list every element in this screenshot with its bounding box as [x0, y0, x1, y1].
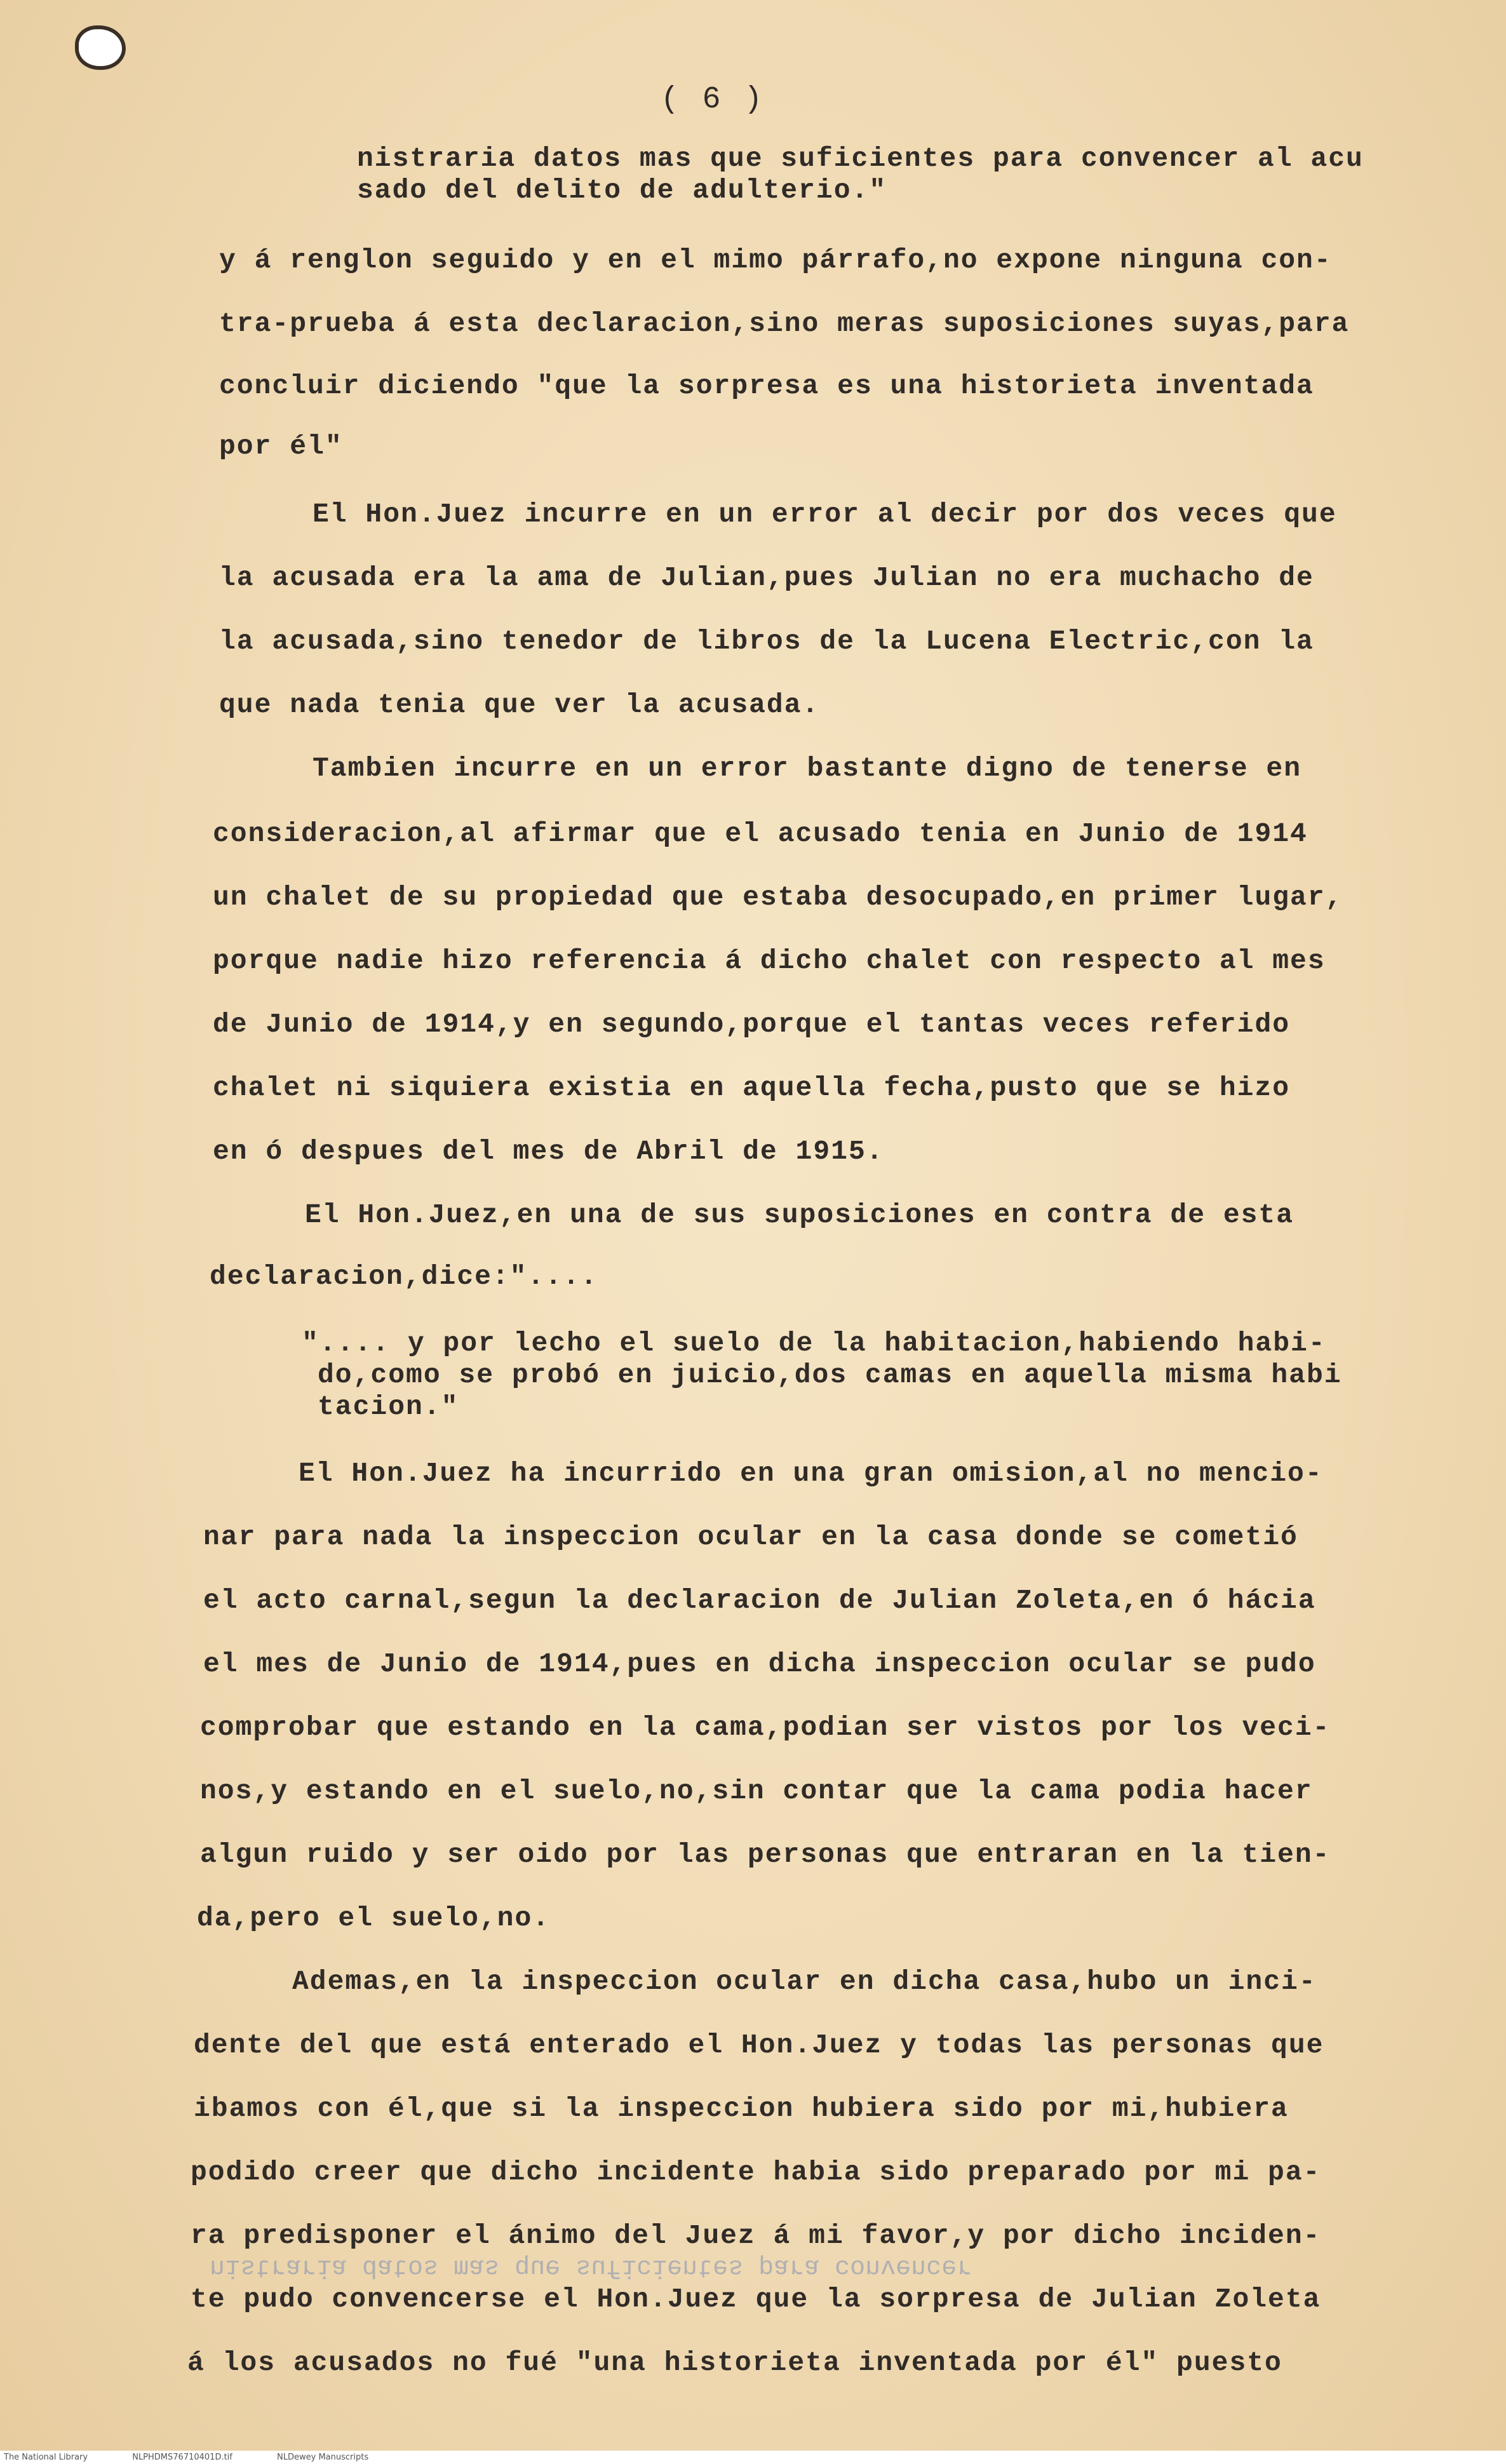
text-line: ibamos con él,que si la inspeccion hubiera sido por mi,hubiera: [194, 2093, 1289, 2124]
text-line: porque nadie hizo referencia á dicho chalet con respecto al mes: [213, 945, 1326, 976]
punch-hole: [75, 25, 126, 70]
text-line: en ó despues del mes de Abril de 1915.: [213, 1136, 884, 1167]
page-number: ( 6 ): [661, 83, 765, 117]
footer-collection: NLDewey Manuscripts: [277, 2453, 369, 2462]
text-line: ra predisponer el ánimo del Juez á mi favor,y por dicho inciden-: [191, 2220, 1321, 2251]
text-line: da,pero el suelo,no.: [197, 1902, 551, 1934]
bleed-through-text: nistraria datos mas que suficientes para convencer: [210, 2252, 972, 2281]
text-line: nistraria datos mas que suficientes para convencer al acu: [357, 143, 1364, 174]
text-line: el acto carnal,segun la declaracion de Julian Zoleta,en ó hácia: [203, 1585, 1316, 1616]
text-line: chalet ni siquiera existia en aquella fecha,pusto que se hizo: [213, 1072, 1291, 1103]
text-line: El Hon.Juez incurre en un error al decir por dos veces que: [313, 499, 1337, 530]
text-line: te pudo convencerse el Hon.Juez que la sorpresa de Julian Zoleta: [191, 2284, 1321, 2315]
text-line: la acusada,sino tenedor de libros de la Lucena Electric,con la: [219, 626, 1314, 657]
text-line: declaracion,dice:"....: [210, 1261, 598, 1292]
footer-file: NLPHDMS76710401D.tif: [132, 2453, 232, 2462]
text-line: do,como se probó en juicio,dos camas en aquella misma habi: [318, 1359, 1342, 1390]
text-line: Tambien incurre en un error bastante digno de tenerse en: [313, 753, 1302, 784]
text-line: consideracion,al afirmar que el acusado tenia en Junio de 1914: [213, 818, 1308, 849]
scan-footer: [0, 2451, 1506, 2464]
text-line: concluir diciendo "que la sorpresa es una historieta inventada: [219, 370, 1314, 401]
text-line: nos,y estando en el suelo,no,sin contar que la cama podia hacer: [200, 1775, 1313, 1807]
footer-library: The National Library: [4, 2453, 88, 2462]
text-line: por él": [219, 431, 343, 462]
text-line: algun ruido y ser oido por las personas que entraran en la tien-: [200, 1839, 1331, 1870]
text-line: el mes de Junio de 1914,pues en dicha inspeccion ocular se pudo: [203, 1648, 1316, 1680]
text-line: nar para nada la inspeccion ocular en la casa donde se cometió: [203, 1521, 1298, 1552]
text-line: sado del delito de adulterio.": [357, 175, 887, 206]
text-line: que nada tenia que ver la acusada.: [219, 689, 820, 720]
text-line: de Junio de 1914,y en segundo,porque el tantas veces referido: [213, 1009, 1291, 1040]
text-line: comprobar que estando en la cama,podian ser vistos por los veci-: [200, 1712, 1331, 1743]
text-line: un chalet de su propiedad que estaba desocupado,en primer lugar,: [213, 882, 1343, 913]
text-line: y á renglon seguido y en el mimo párrafo,no expone ninguna con-: [219, 245, 1332, 276]
text-line: tacion.": [318, 1391, 459, 1422]
text-line: tra-prueba á esta declaracion,sino meras suposiciones suyas,para: [219, 308, 1350, 339]
text-line: El Hon.Juez,en una de sus suposiciones en contra de esta: [305, 1199, 1294, 1230]
text-line: podido creer que dicho incidente habia sido preparado por mi pa-: [191, 2157, 1321, 2188]
text-line: ".... y por lecho el suelo de la habitacion,habiendo habi-: [302, 1328, 1326, 1359]
text-line: El Hon.Juez ha incurrido en una gran omision,al no mencio-: [299, 1458, 1323, 1489]
text-line: la acusada era la ama de Julian,pues Julian no era muchacho de: [219, 562, 1314, 593]
text-line: á los acusados no fué "una historieta inventada por él" puesto: [187, 2347, 1282, 2378]
text-line: Ademas,en la inspeccion ocular en dicha casa,hubo un inci-: [292, 1966, 1317, 1997]
text-line: dente del que está enterado el Hon.Juez y todas las personas que: [194, 2030, 1324, 2061]
